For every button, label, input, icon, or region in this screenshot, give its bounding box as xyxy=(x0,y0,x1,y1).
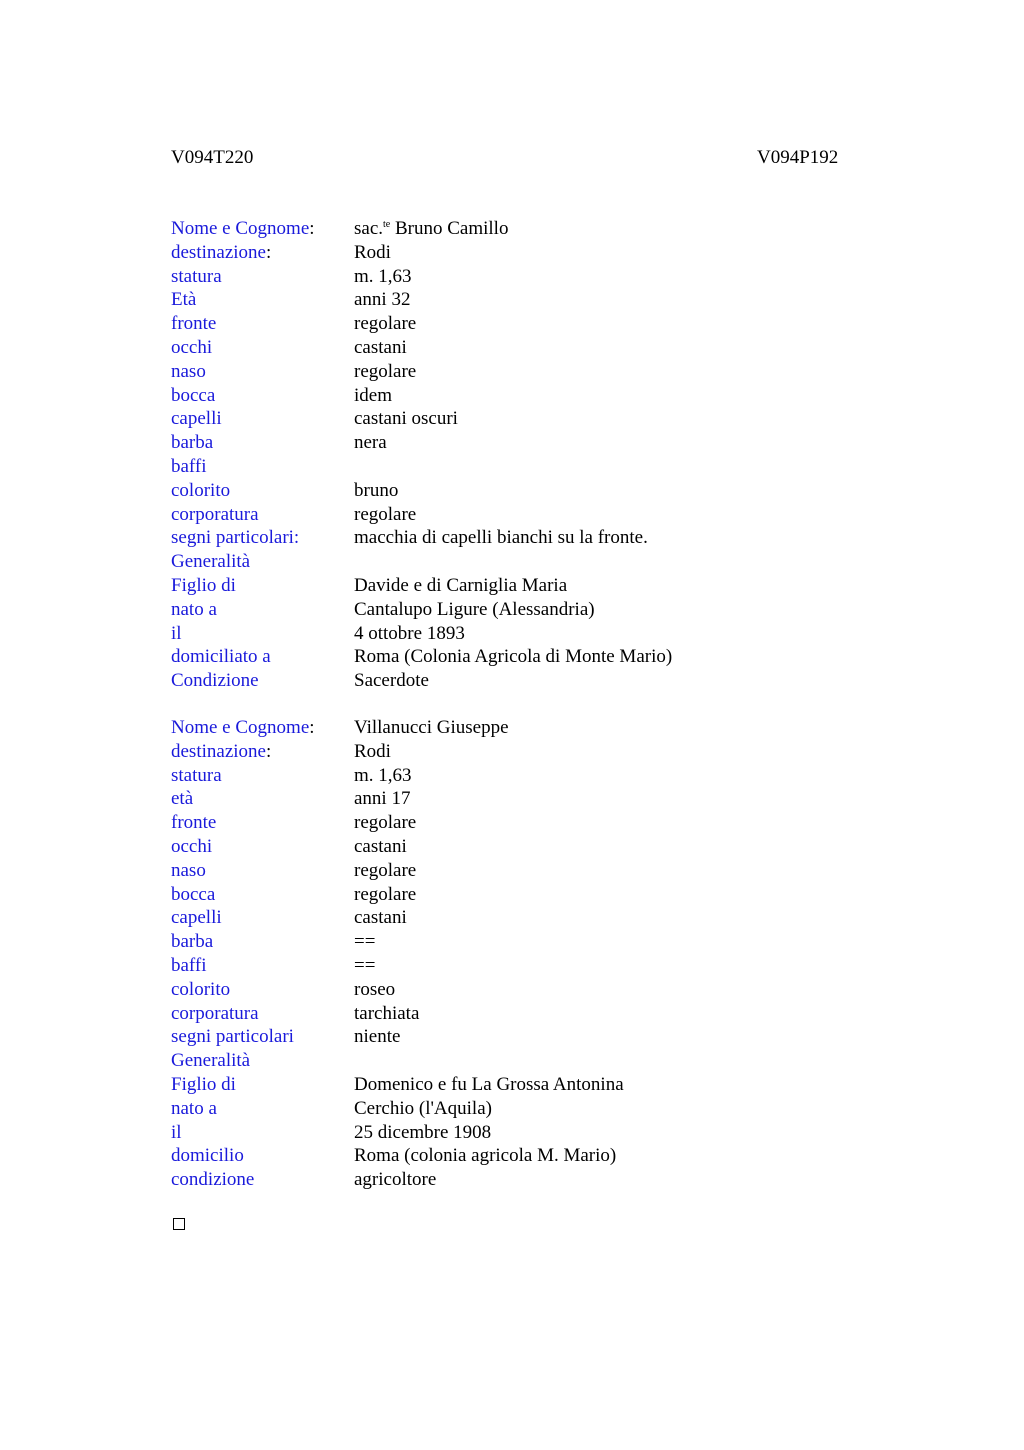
checkbox[interactable] xyxy=(173,1218,185,1230)
field-value-text: macchia di capelli bianchi su la fronte. xyxy=(354,527,648,549)
field-label xyxy=(171,764,222,788)
document-code-left: V094T220 xyxy=(171,147,254,168)
field-label xyxy=(171,336,212,360)
field-value xyxy=(354,811,416,835)
field-label xyxy=(171,1073,236,1097)
field-label-text: destinazione xyxy=(171,241,266,263)
field-label xyxy=(171,479,230,503)
field-value-text: regolare xyxy=(354,360,417,382)
field-value-text: Sacerdote xyxy=(354,670,429,692)
field-value xyxy=(354,479,398,503)
field-value-text: Bruno Camillo xyxy=(390,218,509,239)
field-label xyxy=(171,1144,244,1168)
field-value xyxy=(354,360,416,384)
field-label-text: baffi xyxy=(171,455,207,477)
field-label xyxy=(171,1121,182,1145)
field-value-text: Villanucci Giuseppe xyxy=(354,717,509,738)
field-label xyxy=(171,883,215,907)
field-label xyxy=(171,288,196,312)
field-label-text: il xyxy=(171,1121,182,1143)
field-label-text: fronte xyxy=(171,313,217,335)
field-label-text: colorito xyxy=(171,978,231,1000)
field-value xyxy=(354,669,429,693)
field-value-text: castani xyxy=(354,835,407,857)
field-label xyxy=(171,550,250,574)
field-value xyxy=(354,503,416,527)
field-label xyxy=(171,859,206,883)
field-value-text: Cerchio (l'Aquila) xyxy=(354,1097,492,1119)
field-label-text: Condizione xyxy=(171,670,259,692)
field-value xyxy=(354,978,395,1002)
field-value-text: == xyxy=(354,931,376,953)
document-code-right: V094P192 xyxy=(757,147,839,168)
field-label xyxy=(171,906,222,930)
field-label-text: Età xyxy=(171,289,197,311)
field-label-text: condizione xyxy=(171,1169,255,1191)
field-value xyxy=(354,574,567,598)
field-label xyxy=(171,669,259,693)
field-label xyxy=(171,645,271,669)
field-value xyxy=(354,1144,616,1168)
field-label-text: Nome e Cognome xyxy=(171,717,310,738)
field-label-colon: : xyxy=(265,740,272,762)
field-value-text: agricoltore xyxy=(354,1169,437,1191)
field-value xyxy=(354,1002,419,1026)
field-value-text: idem xyxy=(354,384,392,406)
field-label xyxy=(171,598,217,622)
field-value xyxy=(354,336,407,360)
field-label xyxy=(171,1049,250,1073)
field-value-text: regolare xyxy=(354,883,417,905)
field-label xyxy=(171,360,206,384)
field-label-text: Figlio di xyxy=(171,1073,236,1095)
field-value xyxy=(354,598,595,622)
field-value-text: regolare xyxy=(354,503,417,525)
field-value-text: Roma (Colonia Agricola di Monte Mario) xyxy=(354,646,673,668)
field-label xyxy=(171,978,230,1002)
field-value xyxy=(354,906,407,930)
field-label-text: colorito xyxy=(171,479,231,501)
field-label-text: nato a xyxy=(171,598,217,620)
field-label-text: baffi xyxy=(171,954,207,976)
field-label-text: corporatura xyxy=(171,1002,259,1024)
field-label-text: segni particolari xyxy=(171,1026,294,1048)
field-value-text: m. 1,63 xyxy=(354,265,412,287)
field-label-text: naso xyxy=(171,859,206,881)
field-value-text: tarchiata xyxy=(354,1002,420,1024)
field-label xyxy=(171,1002,259,1026)
field-value-text: Domenico e fu La Grossa Antonina xyxy=(354,1073,624,1095)
field-value-text: Rodi xyxy=(354,740,391,762)
field-value xyxy=(354,217,508,241)
field-value-text: niente xyxy=(354,1026,401,1048)
field-value-text: m. 1,63 xyxy=(354,764,412,786)
field-value xyxy=(354,787,410,811)
field-label xyxy=(171,574,236,598)
field-label xyxy=(171,1025,294,1049)
field-label xyxy=(171,1168,254,1192)
field-value-text: Davide e di Carniglia Maria xyxy=(354,574,568,596)
field-value xyxy=(354,526,648,550)
field-value xyxy=(354,954,375,978)
field-value-text: roseo xyxy=(354,978,396,1000)
field-label-text: bocca xyxy=(171,384,216,406)
field-value xyxy=(354,1168,436,1192)
field-value xyxy=(354,1121,491,1145)
field-label-text: naso xyxy=(171,360,206,382)
field-label xyxy=(171,503,259,527)
field-value xyxy=(354,930,375,954)
field-label-colon: : xyxy=(309,717,315,738)
field-label xyxy=(171,407,222,431)
field-label-text: barba xyxy=(171,931,214,953)
field-value-text: bruno xyxy=(354,479,399,501)
field-label-text: età xyxy=(171,788,194,810)
field-label-text: nato a xyxy=(171,1097,217,1119)
field-value xyxy=(354,883,416,907)
field-label-text: Generalità xyxy=(171,1050,251,1072)
field-value-text: == xyxy=(354,954,376,976)
field-value-text: Rodi xyxy=(354,241,391,263)
field-value-text: Roma (colonia agricola M. Mario) xyxy=(354,1145,617,1167)
field-label xyxy=(171,716,315,740)
field-label-text: corporatura xyxy=(171,503,259,525)
field-label-text: occhi xyxy=(171,336,213,358)
field-label xyxy=(171,217,315,241)
field-label xyxy=(171,622,182,646)
field-label-text: Nome e Cognome xyxy=(171,218,310,239)
field-label-text: capelli xyxy=(171,408,222,430)
field-label xyxy=(171,455,207,479)
field-label-text: Figlio di xyxy=(171,574,236,596)
field-value xyxy=(354,645,672,669)
field-value xyxy=(354,835,407,859)
field-value-text: 25 dicembre 1908 xyxy=(354,1121,492,1143)
field-label xyxy=(171,740,271,764)
field-label xyxy=(171,930,213,954)
field-value xyxy=(354,740,391,764)
field-value xyxy=(354,859,416,883)
field-value-text: regolare xyxy=(354,812,417,834)
field-label-text: statura xyxy=(171,764,222,786)
field-value-text: regolare xyxy=(354,313,417,335)
field-value xyxy=(354,622,465,646)
field-value-superscript: te xyxy=(383,219,391,230)
field-label-colon: : xyxy=(265,241,272,263)
field-value-text: castani xyxy=(354,907,407,929)
field-label xyxy=(171,384,215,408)
field-value xyxy=(354,407,458,431)
field-label-text: domiciliato a xyxy=(171,646,271,668)
field-value-prefix: sac. xyxy=(354,218,384,239)
field-label xyxy=(171,431,213,455)
field-label-text: il xyxy=(171,622,182,644)
field-value xyxy=(354,1073,624,1097)
field-label-colon: : xyxy=(309,218,315,239)
field-value-text: castani oscuri xyxy=(354,408,458,430)
field-label-text: fronte xyxy=(171,812,217,834)
field-value-text: nera xyxy=(354,432,387,454)
field-value xyxy=(354,1025,400,1049)
field-value xyxy=(354,1097,492,1121)
field-label-text: segni particolari: xyxy=(171,527,300,549)
field-label-text: statura xyxy=(171,265,222,287)
field-value xyxy=(354,241,391,265)
field-label-text: occhi xyxy=(171,835,213,857)
field-label xyxy=(171,265,222,289)
field-value xyxy=(354,288,410,312)
field-label xyxy=(171,312,216,336)
field-value-text: anni 32 xyxy=(354,289,411,311)
field-label-text: bocca xyxy=(171,883,216,905)
field-value xyxy=(354,312,416,336)
field-label-text: Generalità xyxy=(171,551,251,573)
field-label xyxy=(171,811,216,835)
field-value-text: anni 17 xyxy=(354,788,411,810)
field-value-text: Cantalupo Ligure (Alessandria) xyxy=(354,598,595,620)
field-value xyxy=(354,764,412,788)
field-label-text: capelli xyxy=(171,907,222,929)
field-label-text: destinazione xyxy=(171,740,266,762)
field-value xyxy=(354,265,412,289)
field-value-text: castani xyxy=(354,336,407,358)
field-label xyxy=(171,835,212,859)
field-label-text: domicilio xyxy=(171,1145,244,1167)
field-label xyxy=(171,1097,217,1121)
field-label xyxy=(171,787,193,811)
field-label xyxy=(171,241,271,265)
field-value-text: regolare xyxy=(354,859,417,881)
field-value xyxy=(354,384,392,408)
field-value xyxy=(354,716,509,740)
field-value-text: 4 ottobre 1893 xyxy=(354,622,465,644)
field-value xyxy=(354,431,387,455)
field-label xyxy=(171,954,207,978)
field-label xyxy=(171,526,299,550)
field-label-text: barba xyxy=(171,432,214,454)
